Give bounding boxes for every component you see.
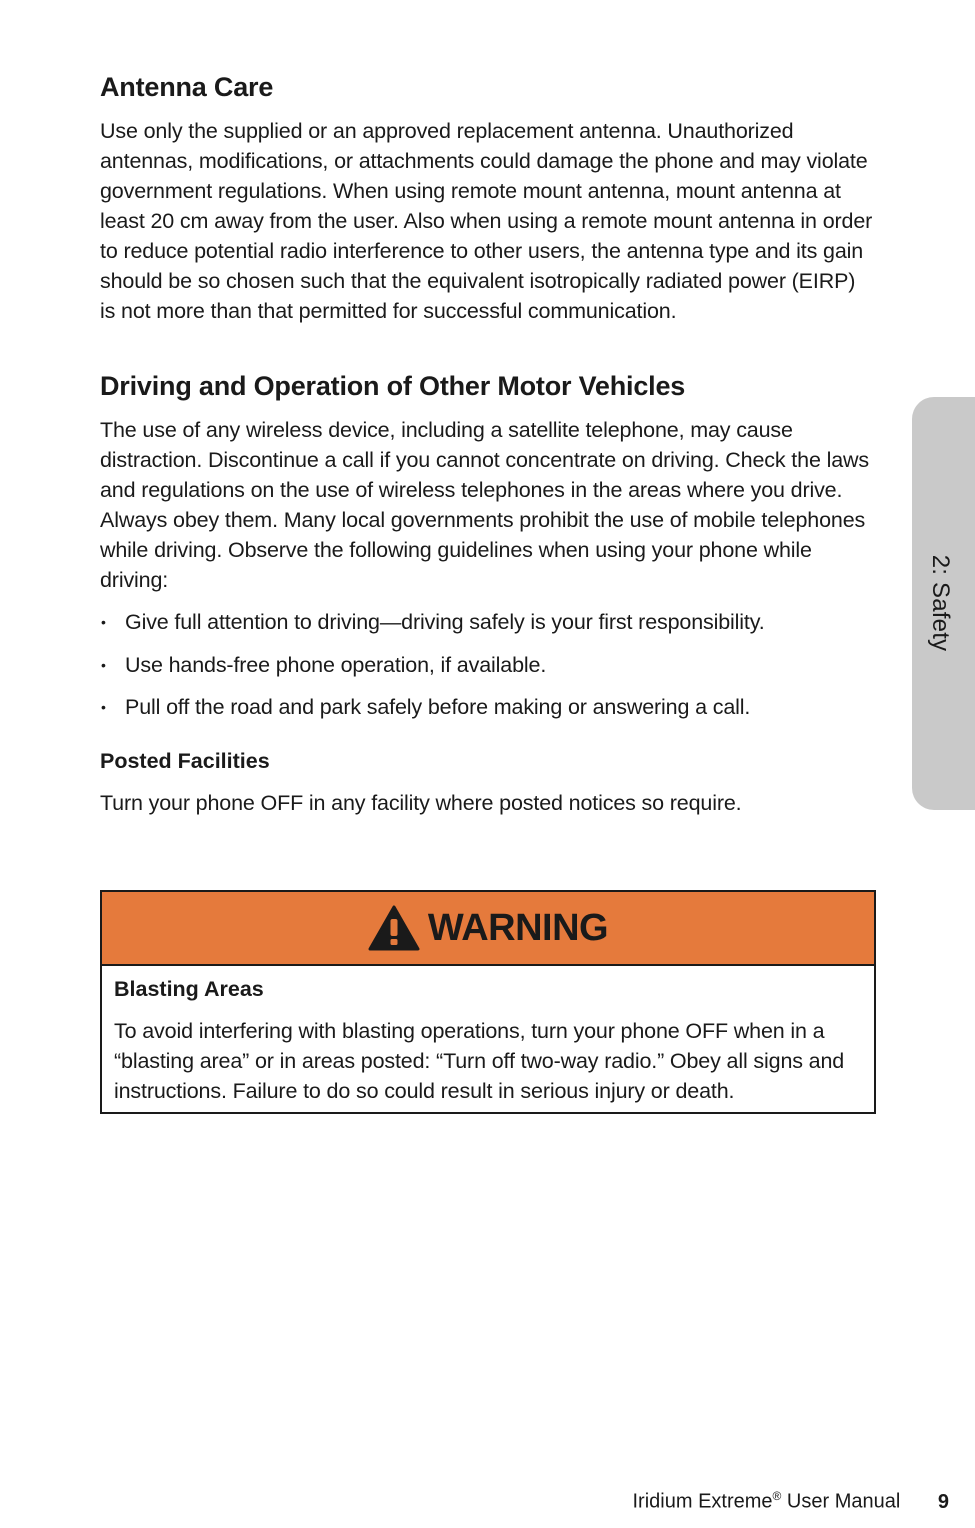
posted-facilities-heading: Posted Facilities <box>100 749 270 773</box>
list-item-text: Give full attention to driving—driving safely is your first responsibility. <box>125 610 765 634</box>
list-item <box>100 692 876 722</box>
manual-title: Iridium Extreme <box>632 1490 773 1513</box>
chapter-tab-label: 2: Safety <box>927 554 954 652</box>
driving-guidelines-list <box>100 607 876 722</box>
posted-facilities-body: Turn your phone OFF in any facility where posted notices so require. <box>100 791 742 815</box>
driving-body: The use of any wireless device, including a satellite telephone, may cause distraction. Discontinue a call if you cannot concentrate on driving. Check the laws and regulations on the use of wireless telephones in the areas where you drive. Always obey them. Many local governments prohibit the use of mobile telephones while driving. Observe the following guidelines when using your phone while driving: <box>100 418 869 592</box>
page-number: 9 <box>937 1490 949 1513</box>
bullet-marker: • <box>101 699 106 715</box>
list-item <box>100 650 876 680</box>
list-item <box>100 607 876 637</box>
page-content <box>100 68 876 818</box>
list-item-text: Use hands-free phone operation, if available. <box>125 652 547 677</box>
warning-subheading: Blasting Areas <box>114 977 264 1001</box>
bullet-marker: • <box>101 614 106 630</box>
bullet-marker: • <box>101 656 106 673</box>
antenna-care-body: Use only the supplied or an approved replacement antenna. Unauthorized antennas, modifications, or attachments could damage the phone and may violate government regulations. When using remote mount antenna, mount antenna at least 20 cm away from the user. Also when using a remote mount antenna in order to reduce potential radio interference to other users, the antenna type and its gain should be so chosen such that the equivalent isotropically radiated power (EIRP) is not more than that permitted for successful communication. <box>100 119 873 323</box>
manual-title-suffix: User Manual <box>781 1490 901 1513</box>
antenna-care-section <box>100 68 876 326</box>
driving-heading: Driving and Operation of Other Motor Vehicles <box>100 371 686 401</box>
warning-box <box>100 890 876 1114</box>
warning-triangle-icon <box>368 905 420 951</box>
warning-title: WARNING <box>427 906 609 949</box>
list-item-text: Pull off the road and park safely before making or answering a call. <box>125 695 751 719</box>
page-footer <box>633 1483 950 1515</box>
registered-mark: ® <box>772 1489 782 1503</box>
warning-body <box>102 966 874 1112</box>
warning-text: To avoid interfering with blasting operations, turn your phone OFF when in a “blasting area” or in areas posted: “Turn off two-way radio.” Obey all signs and instructions. Failure to do so could result in serious injury or death. <box>114 1019 845 1103</box>
warning-header <box>102 892 874 966</box>
antenna-care-heading: Antenna Care <box>100 72 274 102</box>
driving-section <box>100 367 876 818</box>
